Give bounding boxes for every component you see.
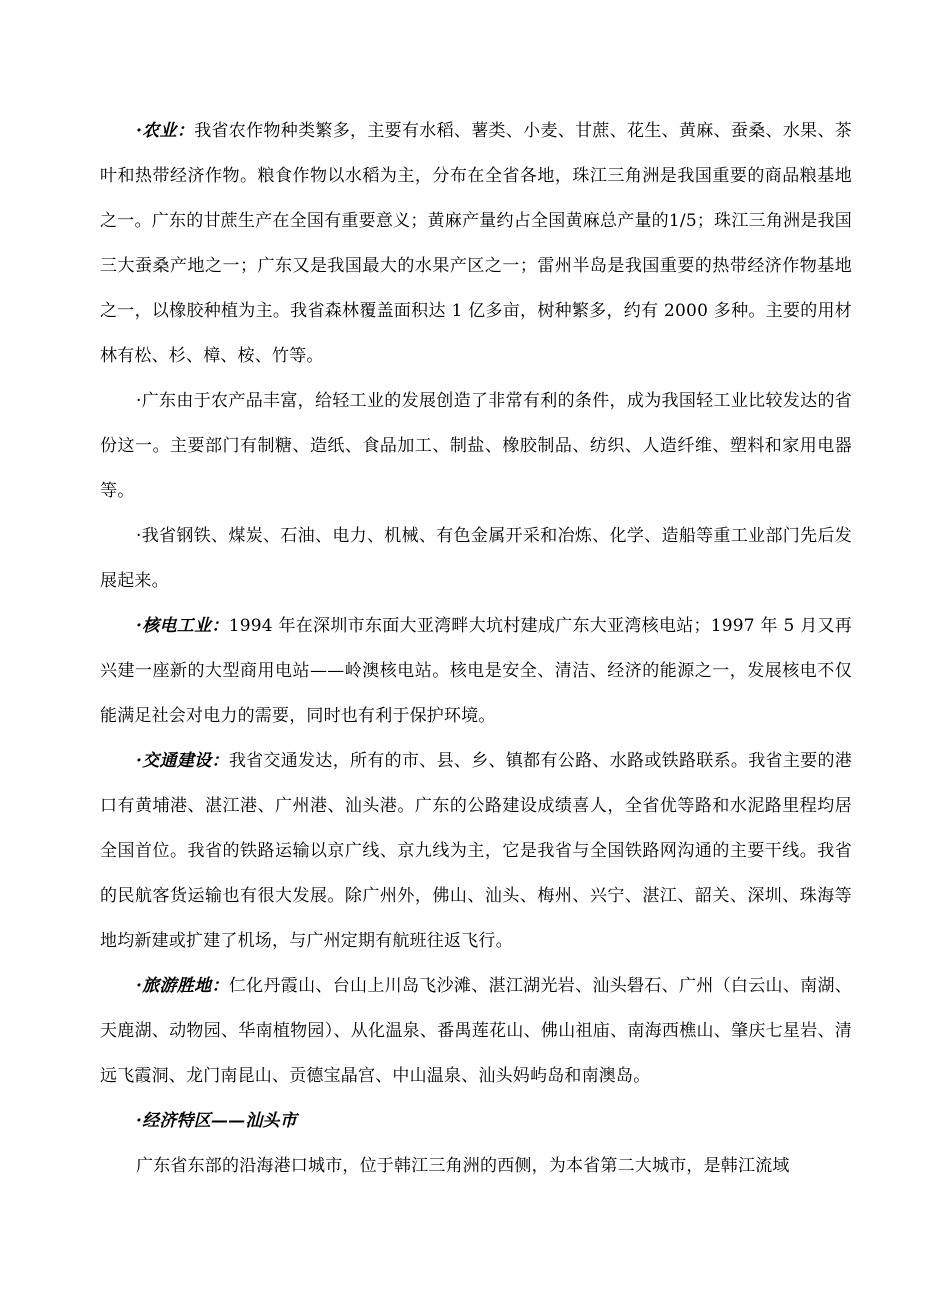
section-heading-agriculture: ·农业： (136, 121, 195, 141)
paragraph-transportation (100, 739, 852, 964)
paragraph-heavy-industry (100, 514, 852, 604)
section-heading-tourism: ·旅游胜地： (136, 976, 229, 996)
paragraph-nuclear-power (100, 604, 852, 739)
paragraph-text: 仁化丹霞山、台山上川岛飞沙滩、湛江湖光岩、汕头礐石、广州（白云山、南湖、天鹿湖、动物园、华南植物园）、从化温泉、番禺莲花山、佛山祖庙、南海西樵山、肇庆七星岩、清远飞霞洞、龙门南昆山、贡德宝晶宫、中山温泉、汕头妈屿岛和南澳岛。 (100, 976, 852, 1086)
paragraph-text: 1994 年在深圳市东面大亚湾畔大坑村建成广东大亚湾核电站；1997 年 5 月又再兴建一座新的大型商用电站——岭澳核电站。核电是安全、清洁、经济的能源之一，发展核电不仅能满足社会对电力的需要，同时也有利于保护环境。 (100, 616, 853, 726)
paragraph-shantou (100, 1144, 852, 1189)
paragraph-text: 我省农作物种类繁多，主要有水稻、薯类、小麦、甘蔗、花生、黄麻、蚕桑、水果、茶叶和热带经济作物。粮食作物以水稻为主，分布在全省各地，珠江三角洲是我国重要的商品粮基地之一。广东的甘蔗生产在全国有重要意义；黄麻产量约占全国黄麻总产量的1/5；珠江三角洲是我国三大蚕桑产地之一；广东又是我国最大的水果产区之一；雷州半岛是我国重要的热带经济作物基地之一，以橡胶种植为主。我省森林覆盖面积达 1 亿多亩，树种繁多，约有 2000 多种。主要的用材林有松、杉、樟、桉、竹等。 (100, 121, 853, 366)
paragraph-text: 广东省东部的沿海港口城市，位于韩江三角洲的西侧，为本省第二大城市，是韩江流域 (136, 1156, 790, 1176)
document-page (100, 109, 852, 1189)
paragraph-text: 我省交通发达，所有的市、县、乡、镇都有公路、水路或铁路联系。我省主要的港口有黄埔港、湛江港、广州港、汕头港。广东的公路建设成绩喜人，全省优等路和水泥路里程均居全国首位。我省的铁路运输以京广线、京九线为主，它是我省与全国铁路网沟通的主要干线。我省的民航客货运输也有很大发展。除广州外，佛山、汕头、梅州、兴宁、湛江、韶关、深圳、珠海等地均新建或扩建了机场，与广州定期有航班往返飞行。 (100, 751, 852, 951)
paragraph-text: ·广东由于农产品丰富，给轻工业的发展创造了非常有利的条件，成为我国轻工业比较发达的省份这一。主要部门有制糖、造纸、食品加工、制盐、橡胶制品、纺织、人造纤维、塑料和家用电器等。 (100, 391, 852, 501)
section-heading-transportation: ·交通建设： (136, 751, 229, 771)
paragraph-special-zone-heading (100, 1099, 852, 1144)
section-heading-shantou: ·经济特区——汕头市 (136, 1111, 297, 1131)
paragraph-light-industry (100, 379, 852, 514)
paragraph-text: ·我省钢铁、煤炭、石油、电力、机械、有色金属开采和冶炼、化学、造船等重工业部门先后发展起来。 (100, 526, 852, 591)
paragraph-tourism (100, 964, 852, 1099)
paragraph-agriculture (100, 109, 852, 379)
section-heading-nuclear-power: ·核电工业： (136, 616, 229, 636)
